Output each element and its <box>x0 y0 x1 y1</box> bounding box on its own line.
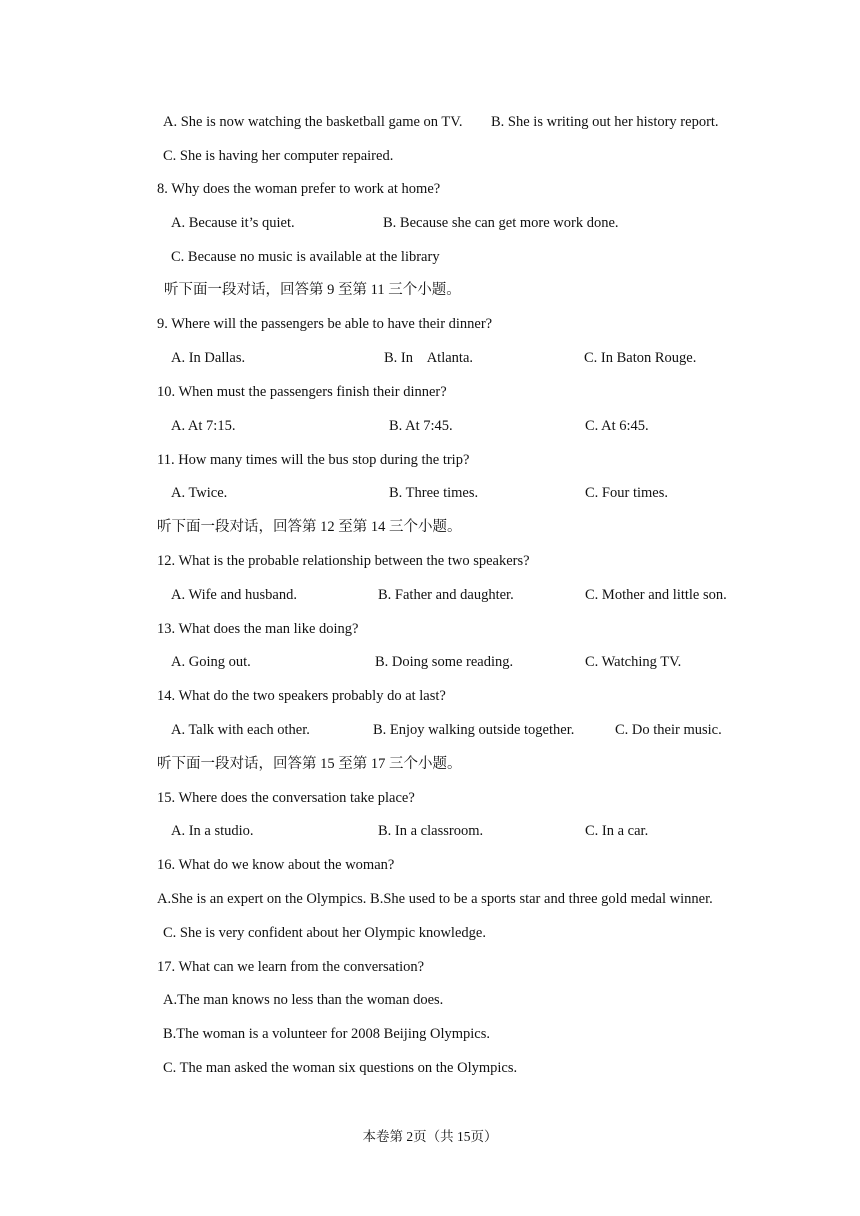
q11-option-c: C. Four times. <box>585 485 668 501</box>
question-14: 14. What do the two speakers probably do at last? <box>157 688 446 704</box>
q15-option-a: A. In a studio. <box>171 823 254 839</box>
question-12: 12. What is the probable relationship between the two speakers? <box>157 553 530 569</box>
q14-option-c: C. Do their music. <box>615 722 722 738</box>
q8-option-a: A. Because it’s quiet. <box>171 215 295 231</box>
q7-option-b: B. She is writing out her history report. <box>491 114 719 130</box>
section-instruction-9-11: 听下面一段对话，回答第 9 至第 11 三个小题。 <box>164 282 461 298</box>
q14-option-a: A. Talk with each other. <box>171 722 310 738</box>
q17-option-b: B.The woman is a volunteer for 2008 Beijing Olympics. <box>163 1026 491 1042</box>
page-footer: 本卷第 2页（共 15页） <box>362 1129 498 1144</box>
q8-option-c: C. Because no music is available at the library <box>171 249 440 265</box>
q12-option-a: A. Wife and husband. <box>171 587 297 603</box>
question-17: 17. What can we learn from the conversation? <box>157 959 425 975</box>
section-instruction-12-14: 听下面一段对话，回答第 12 至第 14 三个小题。 <box>157 519 462 535</box>
q16-options-a-b: A.She is an expert on the Olympics. B.She used to be a sports star and three gold medal winner. <box>157 891 713 907</box>
q7-option-a: A. She is now watching the basketball game on TV. <box>163 114 463 130</box>
question-16: 16. What do we know about the woman? <box>157 857 395 873</box>
q13-option-a: A. Going out. <box>171 654 251 670</box>
q15-option-c: C. In a car. <box>585 823 649 839</box>
q13-option-b: B. Doing some reading. <box>375 654 514 670</box>
q17-option-c: C. The man asked the woman six questions on the Olympics. <box>163 1060 518 1076</box>
question-8: 8. Why does the woman prefer to work at home? <box>157 181 441 197</box>
question-11: 11. How many times will the bus stop during the trip? <box>157 452 470 468</box>
question-15: 15. Where does the conversation take place? <box>157 790 415 806</box>
question-9: 9. Where will the passengers be able to have their dinner? <box>157 316 493 332</box>
q10-option-c: C. At 6:45. <box>585 418 649 434</box>
q8-option-b: B. Because she can get more work done. <box>383 215 619 231</box>
q13-option-c: C. Watching TV. <box>585 654 682 670</box>
q10-option-b: B. At 7:45. <box>389 418 453 434</box>
q9-option-a: A. In Dallas. <box>171 350 246 366</box>
question-10: 10. When must the passengers finish their dinner? <box>157 384 447 400</box>
q14-option-b: B. Enjoy walking outside together. <box>373 722 575 738</box>
q12-option-c: C. Mother and little son. <box>585 587 727 603</box>
q9-option-b: B. In Atlanta. <box>384 350 474 366</box>
q17-option-a: A.The man knows no less than the woman does. <box>163 992 444 1008</box>
q9-option-c: C. In Baton Rouge. <box>584 350 697 366</box>
q11-option-a: A. Twice. <box>171 485 228 501</box>
q16-option-c: C. She is very confident about her Olympic knowledge. <box>163 925 486 941</box>
q12-option-b: B. Father and daughter. <box>378 587 514 603</box>
q7-option-c: C. She is having her computer repaired. <box>163 148 394 164</box>
question-13: 13. What does the man like doing? <box>157 621 359 637</box>
section-instruction-15-17: 听下面一段对话，回答第 15 至第 17 三个小题。 <box>157 756 462 772</box>
q10-option-a: A. At 7:15. <box>171 418 236 434</box>
q15-option-b: B. In a classroom. <box>378 823 484 839</box>
q11-option-b: B. Three times. <box>389 485 479 501</box>
